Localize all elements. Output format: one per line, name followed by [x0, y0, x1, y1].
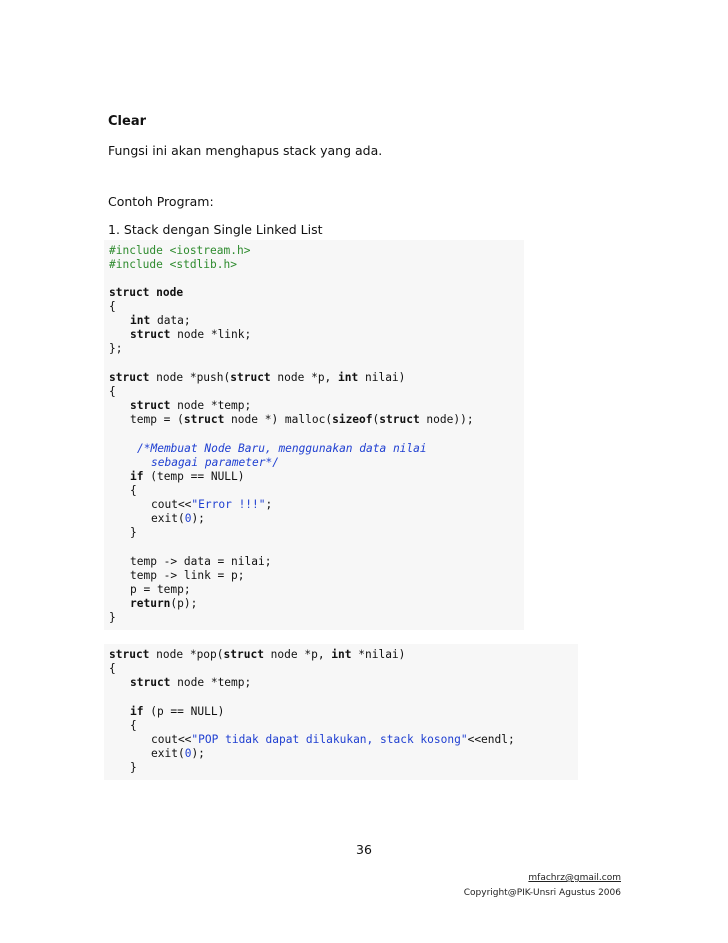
code-line: int data; [130, 314, 191, 327]
page-number: 36 [356, 842, 372, 857]
code-line: { [109, 385, 116, 398]
footer-email[interactable]: mfachrz@gmail.com [528, 873, 621, 883]
code-line: temp = (struct node *) malloc(sizeof(struct node)); [130, 413, 474, 426]
section-description: Fungsi ini akan menghapus stack yang ada. [108, 143, 383, 158]
subheading: 1. Stack dengan Single Linked List [108, 222, 323, 237]
code-line: #include <stdlib.h> [109, 258, 237, 271]
code-line: struct node *pop(struct node *p, int *nilai) [109, 648, 406, 661]
code-line: p = temp; [130, 583, 191, 596]
code-block-push [104, 240, 524, 630]
code-line: } [109, 611, 116, 624]
code-line: if (temp == NULL) [130, 470, 245, 483]
code-line: if (p == NULL) [130, 705, 225, 718]
code-comment: /*Membuat Node Baru, menggunakan data nilai [137, 442, 427, 455]
code-line: exit(0); [151, 747, 205, 760]
footer-copyright: Copyright@PIK-Unsri Agustus 2006 [463, 888, 621, 898]
code-line: struct node *temp; [130, 676, 252, 689]
code-line: exit(0); [151, 512, 205, 525]
code-line: { [130, 719, 137, 732]
code-line: return(p); [130, 597, 198, 610]
code-line: temp -> data = nilai; [130, 555, 272, 568]
code-line: struct node [109, 286, 184, 299]
section-heading: Clear [108, 114, 146, 129]
code-line: }; [109, 342, 123, 355]
code-line: struct node *link; [130, 328, 252, 341]
code-line: #include <iostream.h> [109, 244, 251, 257]
code-line: { [130, 484, 137, 497]
code-comment: sebagai parameter*/ [151, 456, 279, 469]
code-line: } [130, 761, 137, 774]
code-line: cout<<"POP tidak dapat dilakukan, stack kosong"<<endl; [151, 733, 515, 746]
code-line: { [109, 662, 116, 675]
code-block-pop [104, 644, 578, 780]
example-label: Contoh Program: [108, 194, 214, 209]
code-line: temp -> link = p; [130, 569, 245, 582]
code-line: { [109, 300, 116, 313]
code-line: cout<<"Error !!!"; [151, 498, 273, 511]
code-line: } [130, 526, 137, 539]
code-line: struct node *push(struct node *p, int nilai) [109, 371, 406, 384]
code-line: struct node *temp; [130, 399, 252, 412]
